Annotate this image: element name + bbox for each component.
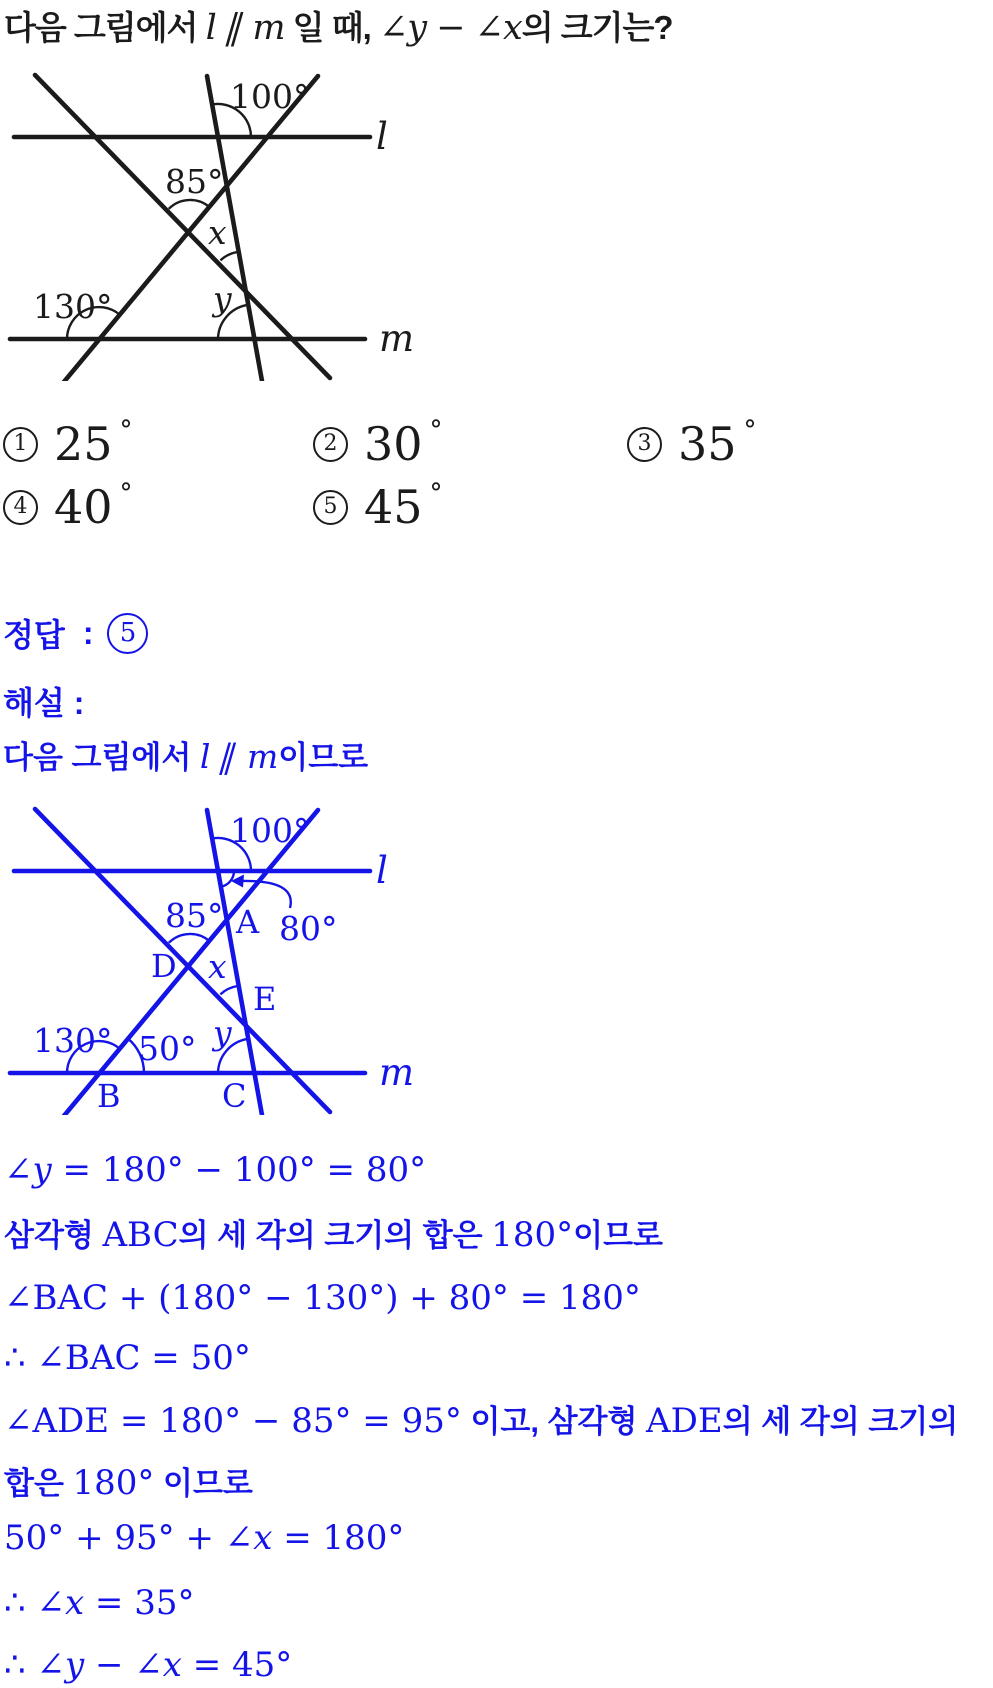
text-segment: 다음 그림에서 bbox=[4, 9, 206, 46]
choice-4 bbox=[3, 481, 133, 533]
angle-label-y: y bbox=[213, 1013, 232, 1052]
choice-1-marker: 1 bbox=[3, 427, 38, 462]
choice-4-value: 40 bbox=[54, 480, 113, 534]
explanation-label: 해설 : bbox=[3, 685, 85, 721]
text-segment: ∴ ∠ bbox=[4, 1583, 65, 1623]
choice-3-marker: 3 bbox=[627, 427, 662, 462]
line-label-l: l bbox=[376, 115, 388, 158]
text-segment: − ∠ bbox=[84, 1645, 163, 1685]
solution-line-7 bbox=[4, 1518, 404, 1558]
text-segment: 의 크기는? bbox=[521, 9, 673, 46]
text-segment: 합은 bbox=[4, 1466, 73, 1501]
text-segment: ADE bbox=[646, 1401, 723, 1441]
solution-line-9 bbox=[4, 1645, 292, 1685]
angle-label-130: 130° bbox=[33, 287, 113, 326]
choice-5 bbox=[313, 481, 443, 533]
text-segment: ∠ bbox=[4, 1150, 33, 1190]
choice-5-marker: 5 bbox=[313, 490, 348, 525]
angle-label-80: 80° bbox=[279, 909, 338, 948]
text-segment: y bbox=[407, 8, 427, 48]
text-segment: 다음 그림에서 bbox=[3, 740, 200, 775]
choice-2 bbox=[313, 418, 443, 470]
arc-85 bbox=[169, 200, 209, 209]
point-label-C: C bbox=[222, 1077, 247, 1115]
text-segment: 이므로 bbox=[154, 1466, 253, 1501]
choice-4-marker: 4 bbox=[3, 490, 38, 525]
angle-label-x: x bbox=[208, 213, 227, 252]
answer-line bbox=[3, 610, 148, 656]
transversal-down-right bbox=[35, 75, 330, 378]
solution-line-5 bbox=[4, 1396, 958, 1441]
point-label-E: E bbox=[253, 980, 277, 1018]
text-segment: ∠BAC + (180° − 130°) + 80° = 180° bbox=[4, 1278, 641, 1318]
degree-symbol: ° bbox=[119, 416, 133, 446]
line-label-m: m bbox=[379, 1051, 415, 1094]
solution-line-3 bbox=[4, 1278, 641, 1318]
text-segment: − ∠ bbox=[426, 8, 503, 48]
choice-3 bbox=[627, 418, 757, 470]
text-segment: y bbox=[32, 1150, 52, 1190]
text-segment: 삼각형 bbox=[4, 1218, 103, 1253]
angle-label-y: y bbox=[213, 279, 232, 318]
choice-5-value: 45 bbox=[364, 480, 423, 534]
answer-label: 정답 bbox=[3, 617, 65, 653]
choice-3-value: 35 bbox=[678, 417, 737, 471]
angle-label-130: 130° bbox=[33, 1021, 113, 1060]
text-segment: m bbox=[246, 737, 279, 776]
problem-figure-svg bbox=[0, 46, 430, 381]
arc-80 bbox=[221, 871, 234, 887]
solution-figure-svg bbox=[0, 780, 430, 1115]
solution-line-2 bbox=[4, 1210, 663, 1255]
line-label-l: l bbox=[376, 849, 388, 892]
text-segment: x bbox=[162, 1645, 182, 1685]
answer-value-circled: 5 bbox=[107, 613, 148, 654]
arc-85 bbox=[169, 934, 209, 943]
solution-line-6 bbox=[4, 1458, 253, 1503]
text-segment: l bbox=[199, 737, 211, 776]
text-segment: ∥ bbox=[220, 8, 249, 48]
transversal-up-right bbox=[63, 810, 318, 1115]
text-segment: 180° bbox=[491, 1215, 574, 1255]
angle-label-85: 85° bbox=[165, 162, 224, 201]
text-segment: x bbox=[502, 8, 522, 48]
text-segment: 이므로 bbox=[573, 1218, 663, 1253]
text-segment: ∥ bbox=[214, 737, 243, 776]
solution-line-1 bbox=[4, 1150, 426, 1190]
choice-2-value: 30 bbox=[364, 417, 423, 471]
text-segment: y bbox=[64, 1645, 85, 1685]
text-segment: x bbox=[64, 1583, 85, 1623]
degree-symbol: ° bbox=[429, 416, 443, 446]
text-segment: = 180° − 100° = 80° bbox=[51, 1150, 427, 1190]
solution-line-4 bbox=[4, 1338, 251, 1378]
answer-colon: : bbox=[82, 614, 94, 651]
text-segment: 의 세 각의 크기의 bbox=[722, 1404, 959, 1439]
text-segment: 50° + 95° + ∠ bbox=[4, 1518, 254, 1558]
line-label-m: m bbox=[379, 317, 415, 360]
transversal-up-right bbox=[63, 76, 318, 381]
explanation-intro bbox=[3, 732, 368, 777]
solution-figure bbox=[0, 780, 430, 1115]
text-segment: ∠ADE = 180° − 85° = 95° bbox=[4, 1401, 462, 1441]
arc-x bbox=[220, 252, 237, 260]
point-label-B: B bbox=[97, 1077, 121, 1115]
text-segment: 일 때, bbox=[284, 9, 379, 46]
point-label-A: A bbox=[236, 903, 260, 941]
angle-label-50: 50° bbox=[138, 1029, 197, 1068]
text-segment: ∴ ∠ bbox=[4, 1645, 65, 1685]
text-segment: ABC bbox=[102, 1215, 179, 1255]
degree-symbol: ° bbox=[743, 416, 757, 446]
text-segment: 180° bbox=[72, 1463, 155, 1503]
angle-label-100: 100° bbox=[230, 811, 310, 850]
choice-1-value: 25 bbox=[54, 417, 113, 471]
choice-2-marker: 2 bbox=[313, 427, 348, 462]
choice-1 bbox=[3, 418, 133, 470]
question-title bbox=[4, 6, 673, 50]
text-segment: x bbox=[253, 1518, 273, 1558]
text-segment: ∴ ∠BAC = 50° bbox=[4, 1338, 251, 1378]
text-segment: = 45° bbox=[181, 1645, 293, 1685]
solution-line-8 bbox=[4, 1583, 195, 1623]
text-segment: 이고, 삼각형 bbox=[461, 1404, 647, 1439]
arc-x bbox=[220, 986, 237, 994]
degree-symbol: ° bbox=[119, 479, 133, 509]
text-segment: 이므로 bbox=[278, 740, 369, 775]
text-segment: = 35° bbox=[84, 1583, 195, 1623]
angle-label-100: 100° bbox=[230, 77, 310, 116]
text-segment: m bbox=[252, 8, 285, 48]
angle-label-85: 85° bbox=[165, 896, 224, 935]
text-segment: = 180° bbox=[272, 1518, 405, 1558]
text-segment: l bbox=[205, 8, 216, 48]
text-segment: 의 세 각의 크기의 합은 bbox=[178, 1218, 492, 1253]
degree-symbol: ° bbox=[429, 479, 443, 509]
text-segment: ∠ bbox=[378, 8, 408, 48]
problem-figure bbox=[0, 46, 430, 381]
angle-label-x: x bbox=[208, 947, 227, 986]
point-label-D: D bbox=[151, 947, 177, 985]
